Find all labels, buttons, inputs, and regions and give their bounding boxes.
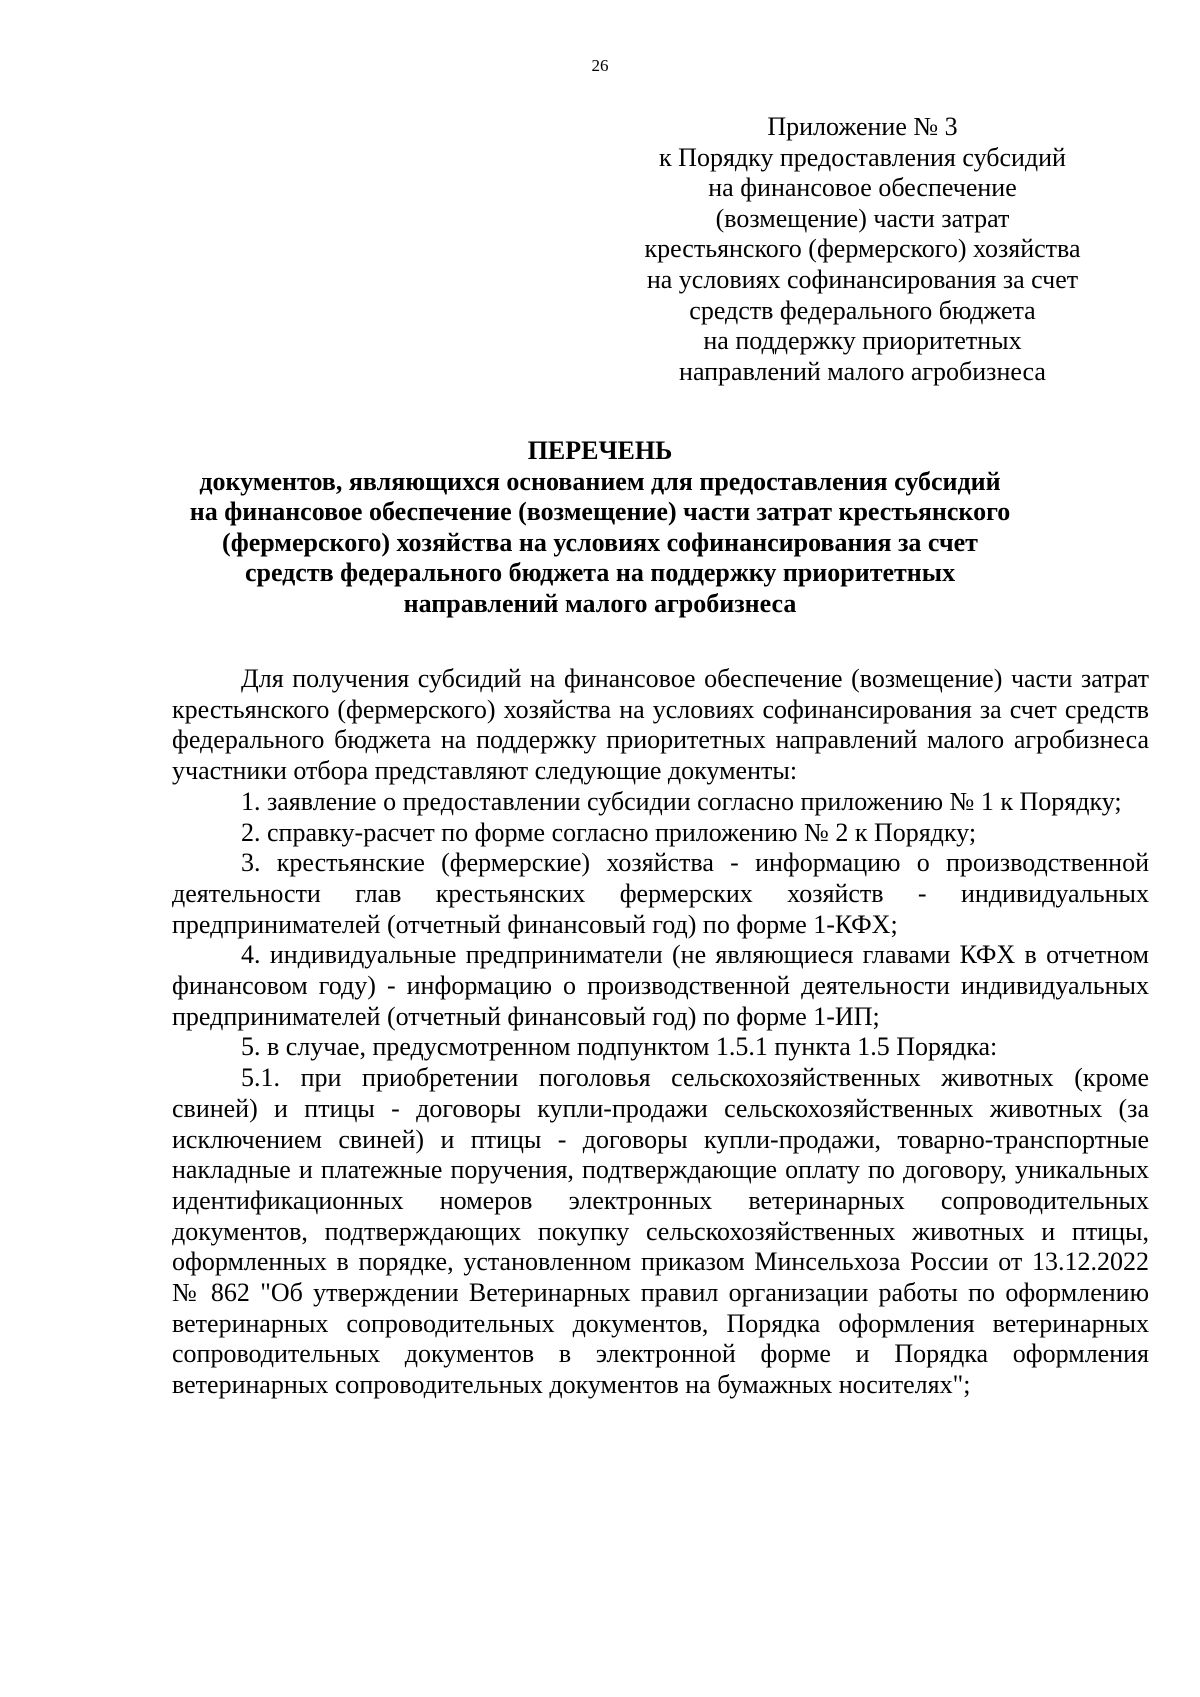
list-item-5-1: 5.1. при приобретении поголовья сельскохозяйственных животных (кроме свиней) и птицы - договоры купли-продажи сельскохозяйственных животных (за исключением свиней) и птицы - договоры купли-продажи, товарно-транспортные накладные и платежные поручения, подтверждающие оплату по договору, уникальных идентификационных номеров электронных ветеринарных сопроводительных документов, подтверждающих покупку сельскохозяйственных животных и птицы, оформленных в порядке, установленном приказом Минсельхоза России от 13.12.2022 № 862 "Об утверждении Ветеринарных правил организации работы по оформлению ветеринарных сопроводительных документов, Порядка оформления ветеринарных сопроводительных документов в электронной форме и Порядка оформления ветеринарных сопроводительных документов на бумажных носителях"; <box>172 1063 1149 1400</box>
document-heading <box>100 436 1100 620</box>
list-item-5: 5. в случае, предусмотренном подпунктом 1.5.1 пункта 1.5 Порядка: <box>241 1032 998 1062</box>
appendix-line: (возмещение) части затрат <box>715 203 1010 233</box>
appendix-line: на финансовое обеспечение <box>708 173 1017 203</box>
list-item-4: 4. индивидуальные предприниматели (не являющиеся главами КФХ в отчетном финансовом году) - информацию о производственной деятельности индивидуальных предпринимателей (отчетный финансовый год) по форме 1-ИП; <box>172 940 1149 1031</box>
appendix-line: на условиях софинансирования за счет <box>646 264 1079 294</box>
appendix-line: к Порядку предоставления субсидий <box>659 142 1066 172</box>
appendix-line: направлений малого агробизнеса <box>679 356 1046 386</box>
heading-subtitle-line: средств федерального бюджета на поддержку приоритетных <box>244 558 956 588</box>
heading-subtitle-line: направлений малого агробизнеса <box>403 588 797 618</box>
page-number: 26 <box>591 56 609 75</box>
appendix-line: на поддержку приоритетных <box>703 326 1022 356</box>
heading-subtitle-line: (фермерского) хозяйства на условиях софинансирования за счет <box>222 527 978 557</box>
appendix-line: средств федерального бюджета <box>689 295 1036 325</box>
appendix-line: крестьянского (фермерского) хозяйства <box>644 234 1081 264</box>
document-body <box>172 664 1149 1401</box>
list-item-1: 1. заявление о предоставлении субсидии согласно приложению № 1 к Порядку; <box>241 786 1122 816</box>
intro-paragraph: Для получения субсидий на финансовое обеспечение (возмещение) части затрат крестьянского (фермерского) хозяйства на условиях софинансирования за счет средств федерального бюджета на поддержку приоритетных направлений малого агробизнеса участники отбора представляют следующие документы: <box>172 664 1149 786</box>
list-item-3: 3. крестьянские (фермерские) хозяйства - информацию о производственной деятельности глав крестьянских фермерских хозяйств - индивидуальных предпринимателей (отчетный финансовый год) по форме 1-КФХ; <box>172 848 1149 939</box>
appendix-block <box>625 112 1100 387</box>
appendix-line: Приложение № 3 <box>767 112 958 141</box>
heading-subtitle-line: на финансовое обеспечение (возмещение) части затрат крестьянского <box>189 497 1011 527</box>
heading-subtitle-line: документов, являющихся основанием для предоставления субсидий <box>199 466 1001 496</box>
heading-title: ПЕРЕЧЕНЬ <box>527 436 673 465</box>
list-item-2: 2. справку-расчет по форме согласно приложению № 2 к Порядку; <box>241 817 977 847</box>
